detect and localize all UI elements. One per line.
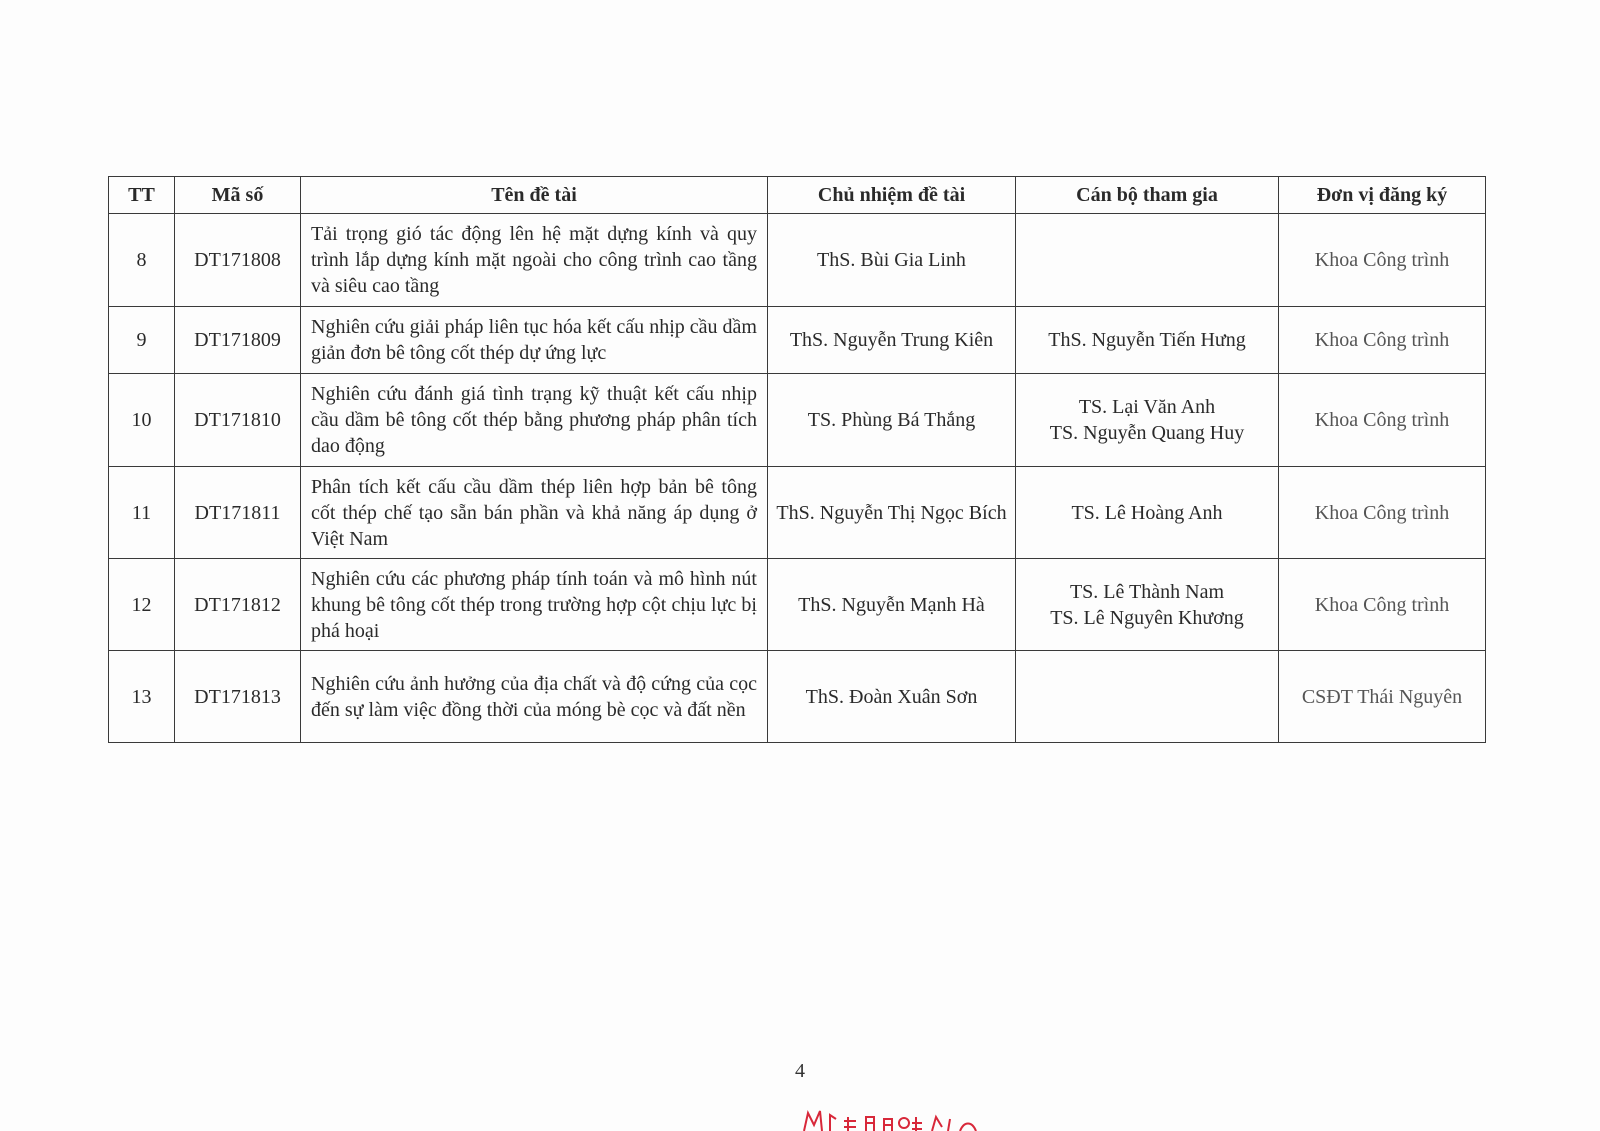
header-code: Mã số: [175, 177, 301, 214]
table-row: [109, 307, 1486, 374]
stamp-icon: [800, 1105, 1000, 1131]
cell-title: Nghiên cứu ảnh hưởng của địa chất và độ cứng của cọc đến sự làm việc đồng thời của móng bè cọc và đất nền: [301, 651, 768, 743]
cell-code: DT171809: [175, 307, 301, 374]
header-tt: TT: [109, 177, 175, 214]
table-header-row: [109, 177, 1486, 214]
table-row: [109, 467, 1486, 559]
cell-code: DT171811: [175, 467, 301, 559]
cell-unit: Khoa Công trình: [1279, 467, 1486, 559]
header-unit: Đơn vị đăng ký: [1279, 177, 1486, 214]
header-members: Cán bộ tham gia: [1016, 177, 1279, 214]
red-stamp-fragment: [800, 1105, 1000, 1131]
page-number: 4: [795, 1060, 805, 1082]
table-row: [109, 374, 1486, 467]
cell-title: Nghiên cứu các phương pháp tính toán và mô hình nút khung bê tông cốt thép trong trường hợp cột chịu lực bị phá hoại: [301, 559, 768, 651]
cell-code: DT171810: [175, 374, 301, 467]
cell-members: [1016, 214, 1279, 307]
cell-unit: Khoa Công trình: [1279, 214, 1486, 307]
cell-lead: ThS. Bùi Gia Linh: [768, 214, 1016, 307]
table-row: [109, 214, 1486, 307]
cell-members: [1016, 467, 1279, 559]
member-name: TS. Nguyễn Quang Huy: [1049, 422, 1245, 444]
cell-title: Phân tích kết cấu cầu dầm thép liên hợp bản bê tông cốt thép chế tạo sẵn bán phần và khả năng áp dụng ở Việt Nam: [301, 467, 768, 559]
cell-code: DT171812: [175, 559, 301, 651]
cell-unit: Khoa Công trình: [1279, 374, 1486, 467]
header-lead: Chủ nhiệm đề tài: [768, 177, 1016, 214]
cell-tt: 10: [109, 374, 175, 467]
member-name: TS. Lê Hoàng Anh: [1071, 501, 1223, 524]
cell-unit: Khoa Công trình: [1279, 307, 1486, 374]
cell-members: [1016, 651, 1279, 743]
cell-unit: CSĐT Thái Nguyên: [1279, 651, 1486, 743]
cell-tt: 13: [109, 651, 175, 743]
member-name: TS. Lê Nguyên Khương: [1050, 606, 1244, 629]
cell-tt: 9: [109, 307, 175, 374]
cell-code: DT171813: [175, 651, 301, 743]
table-row: [109, 651, 1486, 743]
cell-lead: ThS. Nguyễn Mạnh Hà: [768, 559, 1016, 651]
cell-lead: ThS. Nguyễn Trung Kiên: [768, 307, 1016, 374]
member-name: TS. Lê Thành Nam: [1069, 580, 1225, 603]
cell-title: Nghiên cứu giải pháp liên tục hóa kết cấu nhịp cầu dầm giản đơn bê tông cốt thép dự ứng lực: [301, 307, 768, 374]
cell-title: Nghiên cứu đánh giá tình trạng kỹ thuật kết cấu nhịp cầu dầm bê tông cốt thép bằng phương pháp phân tích dao động: [301, 374, 768, 467]
cell-tt: 8: [109, 214, 175, 307]
cell-members: [1016, 307, 1279, 374]
cell-tt: 11: [109, 467, 175, 559]
cell-members: [1016, 374, 1279, 467]
table-row: [109, 559, 1486, 651]
cell-lead: ThS. Nguyễn Thị Ngọc Bích: [768, 467, 1016, 559]
cell-lead: TS. Phùng Bá Thắng: [768, 374, 1016, 467]
member-name: TS. Lại Văn Anh: [1078, 396, 1216, 418]
cell-lead: ThS. Đoàn Xuân Sơn: [768, 651, 1016, 743]
cell-unit: Khoa Công trình: [1279, 559, 1486, 651]
cell-title: Tải trọng gió tác động lên hệ mặt dựng kính và quy trình lắp dựng kính mặt ngoài cho công trình cao tầng và siêu cao tầng: [301, 214, 768, 307]
header-title: Tên đề tài: [301, 177, 768, 214]
cell-code: DT171808: [175, 214, 301, 307]
research-topics-table: [108, 176, 1486, 743]
cell-members: [1016, 559, 1279, 651]
cell-tt: 12: [109, 559, 175, 651]
member-name: ThS. Nguyễn Tiến Hưng: [1048, 329, 1246, 351]
